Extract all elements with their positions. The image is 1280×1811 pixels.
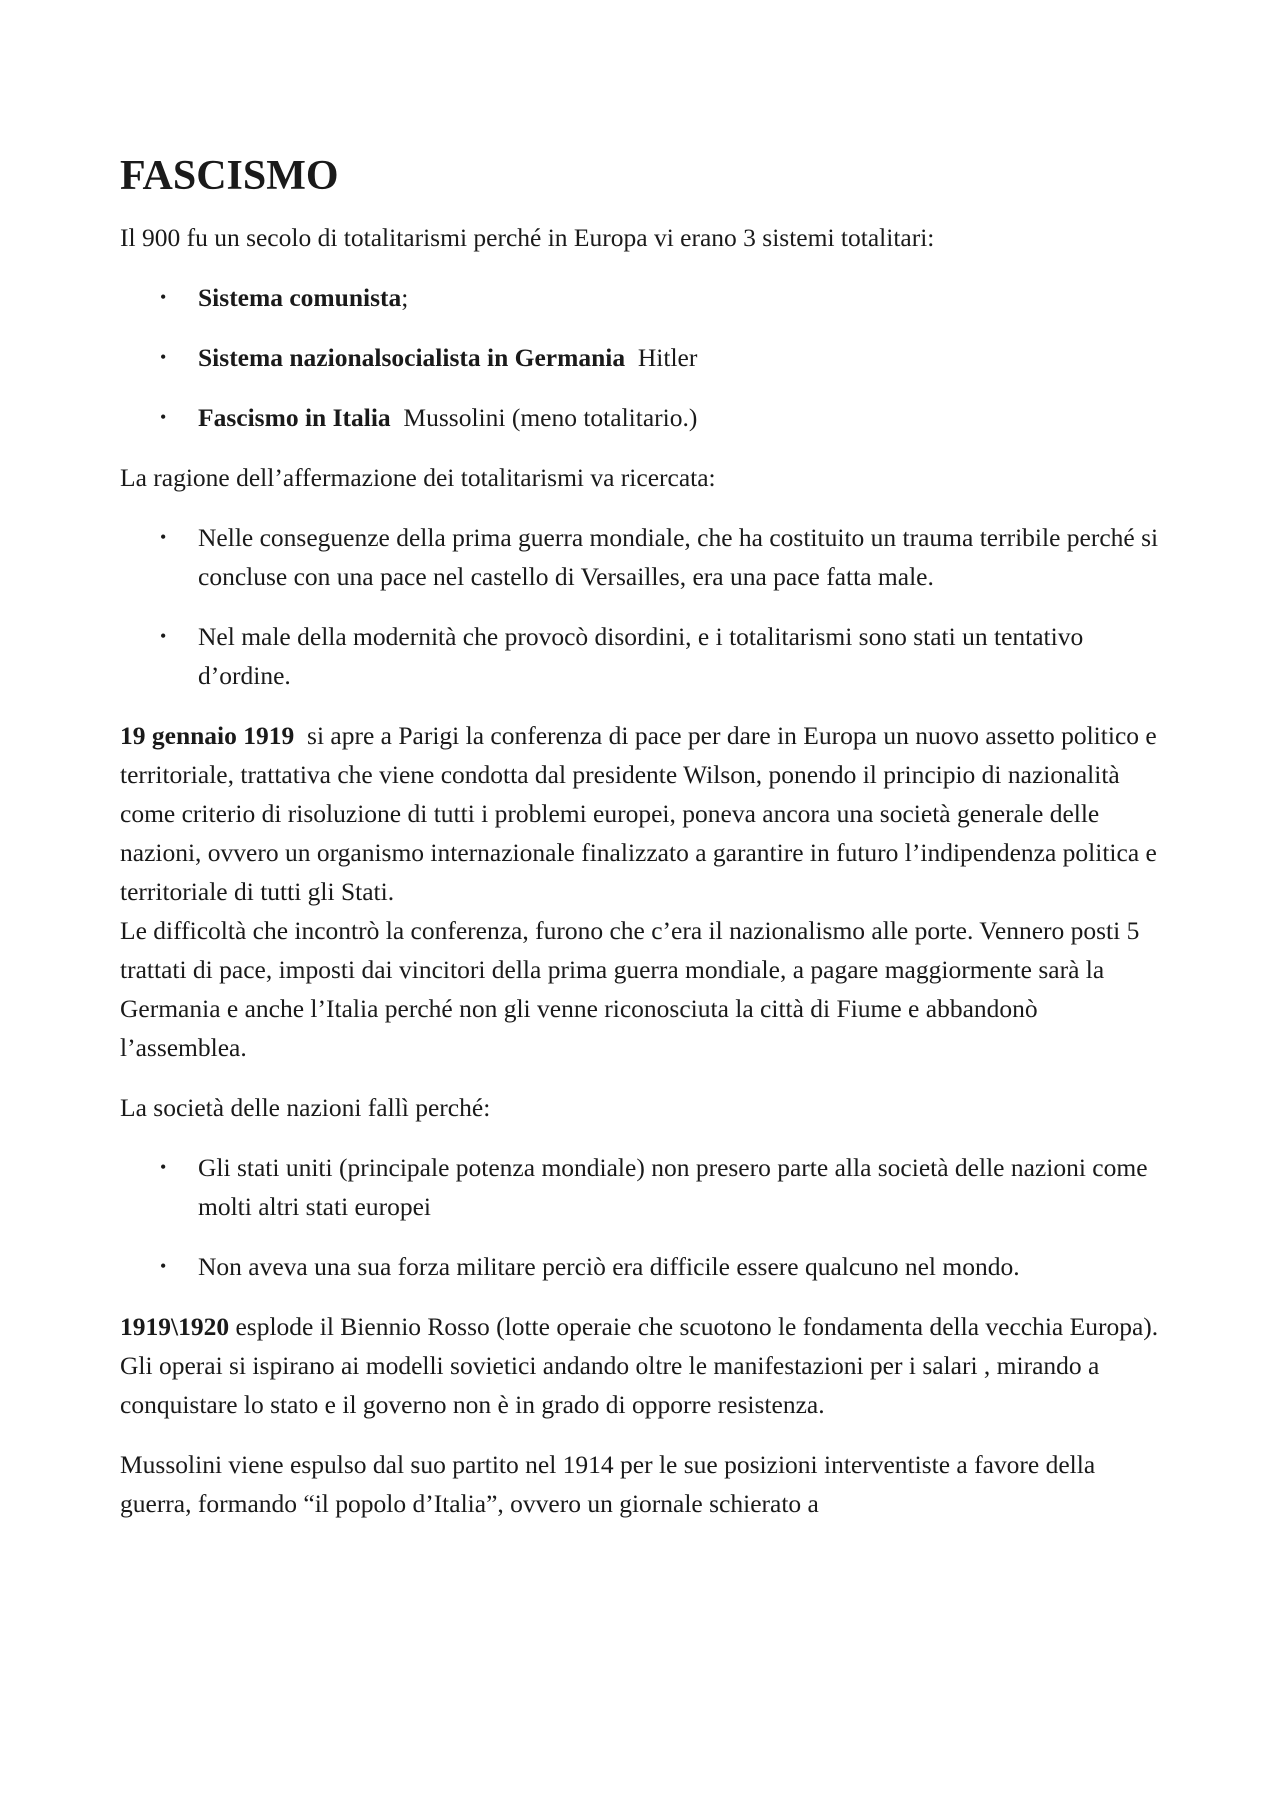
list-item <box>120 1148 1160 1226</box>
list-item <box>120 278 1160 317</box>
list-item <box>120 617 1160 695</box>
bullet-icon: • <box>160 1157 167 1177</box>
league-reason-text: Gli stati uniti (principale potenza mondiale) non presero parte alla società delle nazioni come molti altri stati europei <box>198 1153 1148 1221</box>
bullet-icon: • <box>160 287 167 307</box>
list-item <box>120 1247 1160 1286</box>
system-name: Sistema nazionalsocialista in Germania <box>198 343 626 372</box>
list-item <box>120 338 1160 377</box>
bullet-icon: • <box>160 626 167 646</box>
system-note: Hitler <box>625 343 698 372</box>
reason-text: Nel male della modernità che provocò disordini, e i totalitarismi sono stati un tentativo d’ordine. <box>198 622 1084 690</box>
reason-intro-paragraph: La ragione dell’affermazione dei totalitarismi va ricercata: <box>120 463 716 492</box>
bullet-icon: • <box>160 347 167 367</box>
list-item <box>120 398 1160 437</box>
conference-text: si apre a Parigi la conferenza di pace per dare in Europa un nuovo assetto politico e territoriale, trattativa che viene condotta dal presidente Wilson, ponendo il principio di nazionalità come criterio di risoluzione di tutti i problemi europei, poneva ancora una società generale delle nazioni, ovvero un organismo internazionale finalizzato a garantire in futuro l’indipendenza politica e territoriale di tutti gli Stati. <box>120 721 1164 906</box>
mussolini-paragraph: Mussolini viene espulso dal suo partito nel 1914 per le sue posizioni interventiste a favore della guerra, formando “il popolo d’Italia”, ovvero un giornale schierato a <box>120 1450 1096 1518</box>
bullet-icon: • <box>160 527 167 547</box>
biennio-date: 1919\1920 <box>120 1312 230 1341</box>
league-reason-text: Non aveva una sua forza militare perciò era difficile essere qualcuno nel mondo. <box>198 1252 1020 1281</box>
league-intro-paragraph: La società delle nazioni fallì perché: <box>120 1093 491 1122</box>
system-name: Sistema comunista <box>198 283 402 312</box>
difficulties-paragraph: Le difficoltà che incontrò la conferenza, furono che c’era il nazionalismo alle porte. Vennero posti 5 trattati di pace, imposti dai vincitori della prima guerra mondiale, a pagare maggiormente sarà la Germania e anche l’Italia perché non gli venne riconosciuta la città di Fiume e abbandonò l’assemblea. <box>120 916 1140 1062</box>
totalitarian-systems-list <box>120 278 1160 437</box>
system-name: Fascismo in Italia <box>198 403 391 432</box>
conference-date: 19 gennaio 1919 <box>120 721 295 750</box>
bullet-icon: • <box>160 1256 167 1276</box>
biennio-paragraph <box>120 1307 1171 1424</box>
conference-paragraph <box>120 716 1164 911</box>
reasons-list <box>120 518 1160 695</box>
intro-paragraph: Il 900 fu un secolo di totalitarismi perché in Europa vi erano 3 sistemi totalitari: <box>120 223 935 252</box>
reason-text: Nelle conseguenze della prima guerra mondiale, che ha costituito un trauma terribile perché si concluse con una pace nel castello di Versailles, era una pace fatta male. <box>198 523 1159 591</box>
document-page <box>120 150 1171 1544</box>
page-title: FASCISMO <box>120 153 339 199</box>
system-note: ; <box>401 283 409 312</box>
bullet-icon: • <box>160 407 167 427</box>
list-item <box>120 518 1160 596</box>
biennio-text: esplode il Biennio Rosso (lotte operaie che scuotono le fondamenta della vecchia Europa). Gli operai si ispirano ai modelli sovietici andando oltre le manifestazioni per i salari , mirando a conquistare lo stato e il governo non è in grado di opporre resistenza. <box>120 1312 1171 1419</box>
system-note: Mussolini (meno totalitario.) <box>390 403 698 432</box>
league-reasons-list <box>120 1148 1160 1286</box>
